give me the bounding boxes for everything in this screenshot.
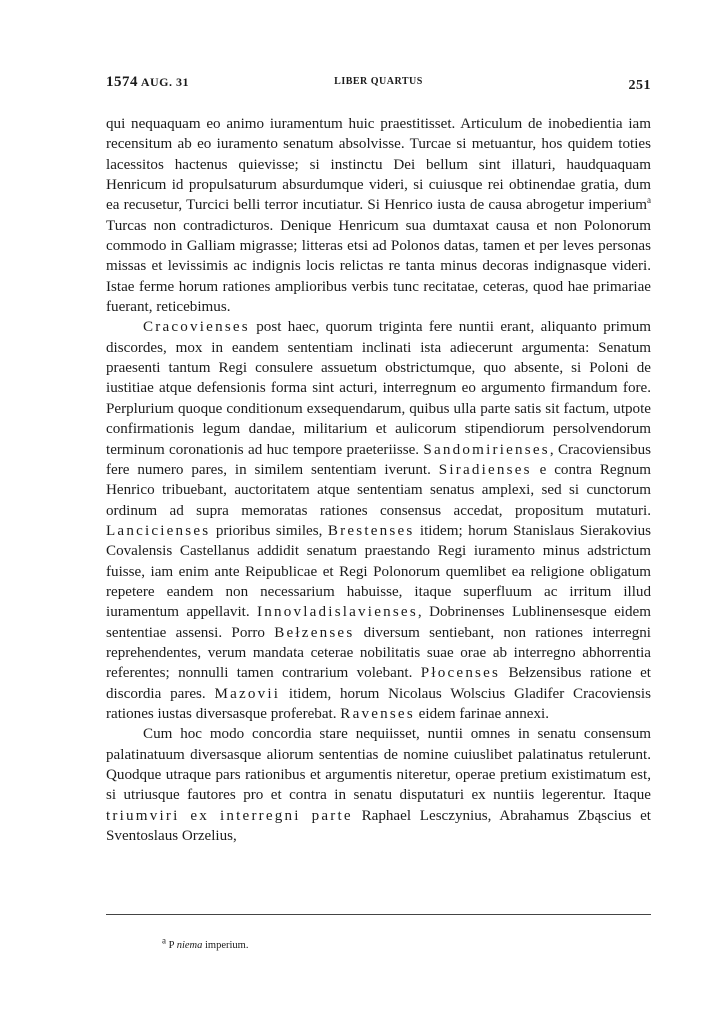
spaced-name: Lancicienses (106, 522, 211, 539)
text-run: Turcas non contradicturos. Denique Henricum sua dumtaxat causa et non Polonorum commodo in Galliam migrasse; litteras etsi ad Polonos datas, tamen et per leves personas missas et levissimis ac indignis locis relictas re tanta minus decoras indignasque videri. Istae ferme horum rationes amplioribus verbis tunc recitatae, ceteras, quod hae primariae fuerant, reticebimus. (106, 217, 651, 316)
header-month-day: AUG. 31 (140, 75, 190, 89)
header-year: 1574 (106, 74, 138, 90)
footnote-marker: a (162, 935, 166, 946)
paragraph-1 (106, 114, 651, 317)
main-text (106, 114, 651, 846)
text-run: itidem; horum Stanislaus Sierakovius Covalensis Castellanus addidit senatum praestando Regi iuramento minus adstrictum fuisse, iam enim ante Reipublicae et Regi Polonorum quemlibet ea religione obligatum repetere eandem non necessarium habuisse, itaque superfluum ac irritum illud iuramentum appellavit. (106, 522, 651, 621)
footnote-divider (106, 914, 651, 915)
spaced-name: triumviri ex interregni parte (106, 807, 353, 824)
spaced-name: Płocenses (420, 665, 501, 682)
text-run: prioribus similes, (210, 522, 328, 539)
spaced-name: Ravenses (340, 705, 415, 722)
footnote-variant: niema (176, 940, 203, 951)
footnote-rest: imperium. (205, 940, 249, 951)
footnote (162, 935, 249, 951)
text-run: Cum hoc modo concordia stare nequiisset, nuntii omnes in senatu consensum palatinatuum diversasque aliorum sententias de nomine cuiuslibet palatinatus retulerunt. Quodque utraque pars rationibus et argumentis niteretur, operae pretium existimatum est, si utriusque fautores pro et contra in senatu disputaturi ex nuntiis legerentur. Itaque (106, 726, 651, 804)
paragraph-3 (106, 724, 651, 846)
text-run: Raphael Lesczynius, Abrahamus Zbąscius et Sventoslaus Orzelius, (106, 807, 651, 845)
paragraph-2 (106, 317, 651, 724)
spaced-name: Sandomirienses (423, 441, 550, 458)
spaced-name: Siradienses (438, 461, 532, 478)
header-title: LIBER QUARTUS (334, 76, 423, 87)
page-number: 251 (628, 78, 651, 93)
footnote-prefix: P (168, 940, 175, 951)
running-header (106, 74, 651, 94)
footnote-reference: a (647, 195, 651, 206)
text-run: post haec, quorum triginta fere nuntii erant, aliquanto primum discordes, mox in eandem sententiam inclinati ista adiecerunt argumenta: Senatum praesenti tantum Regi consulere assuetum obstrictumque, quo absente, si Poloni de iustitiae atque defensionis forma sint acturi, interregnum eo argumento firmandum fore. Perplurium quoque conditionum exsequendarum, quibus ulla parte satis sit factum, utpote confirmationis legum dandae, militarium et aulicorum stipendiorum persolvendorum terminum coronationis ad huc tempore praeteriisse. (106, 319, 651, 458)
text-run: e contra Regnum Henrico tribuebant, auctoritatem atque sententiam senatus amplexi, sed si cunctorum ordinum ad supra memoratas rationes consensus accedat, propositum mutaturi. (106, 461, 651, 519)
spaced-name: Innovladislavienses (257, 604, 418, 621)
text-run: , Dobrinenses Lublinensesque eidem sententiae assensi. Porro (106, 604, 651, 641)
text-run: itidem, horum Nicolaus Wolscius Gladifer Cracoviensis rationes iustas diversasque proferebat. (106, 685, 651, 722)
text-run: Bełzensibus ratione et discordia pares. (106, 665, 652, 702)
text-run: qui nequaquam eo animo iuramentum huic praestitisset. Articulum de inobedientia iam recensitum ab eo iuramento senatum absolvisse. Turcae si metuantur, hos quidem toties lacessitos hactenus quievisse; si instinctu Dei bellum sint illaturi, haudquaquam Henricum id propulsaturum absurdumque videri, si cuiusque rei obtinendae gratia, dum ea recusetur, Turcici belli terror incutiatur. Si Henrico iusta de causa abrogetur imperium (106, 116, 651, 214)
text-run: , Cracoviensibus fere numero pares, in similem sententiam iverunt. (106, 441, 652, 478)
spaced-name: Mazovii (214, 685, 281, 702)
spaced-name: Brestenses (327, 522, 415, 539)
spaced-name: Bełzenses (274, 624, 355, 641)
spaced-name: Cracovienses (143, 319, 250, 336)
text-run: diversum sentiebant, non rationes interregni reprehendentes, verum mandata ceterae nobilitatis suae orae ab interregno abhorrentia referentes; nonnulli tamen contrarium volebant. (106, 624, 651, 682)
text-run: eidem farinae annexi. (414, 705, 550, 722)
